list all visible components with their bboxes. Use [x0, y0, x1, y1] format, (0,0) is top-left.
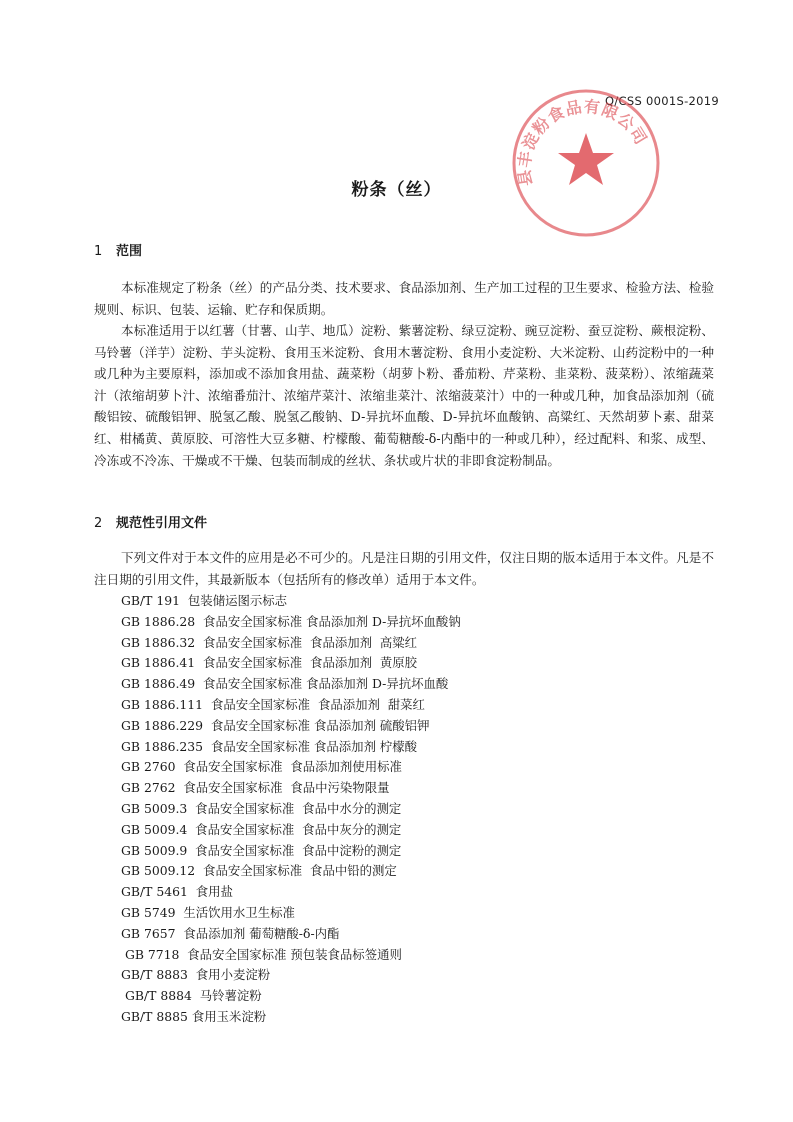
- scope-paragraph-1: 本标准规定了粉条（丝）的产品分类、技术要求、食品添加剂、生产加工过程的卫生要求、检验方法、检验规则、标识、包装、运输、贮存和保质期。: [94, 280, 714, 317]
- reference-item: GB 7657 食品添加剂 葡萄糖酸-δ-内酯: [121, 925, 340, 941]
- section-1-heading: [94, 240, 142, 259]
- section-2-heading: [94, 512, 207, 531]
- company-seal: [508, 85, 664, 241]
- reference-item: GB 7718 食品安全国家标准 预包装食品标签通则: [121, 946, 402, 962]
- reference-item: GB/T 5461 食用盐: [121, 884, 233, 900]
- reference-item: GB/T 191 包装储运图示标志: [121, 593, 288, 608]
- reference-item: GB 1886.41 食品安全国家标准 食品添加剂 黄原胶: [121, 655, 418, 671]
- reference-item: GB 5749 生活饮用水卫生标准: [121, 904, 295, 920]
- reference-item: GB 1886.32 食品安全国家标准 食品添加剂 高粱红: [121, 634, 418, 650]
- reference-item: GB 2760 食品安全国家标准 食品添加剂使用标准: [121, 759, 402, 775]
- reference-list: [121, 591, 681, 1028]
- reference-item: GB 5009.9 食品安全国家标准 食品中淀粉的测定: [121, 842, 402, 858]
- scope-paragraph-2: 本标准适用于以红薯（甘薯、山芋、地瓜）淀粉、紫薯淀粉、绿豆淀粉、豌豆淀粉、蚕豆淀粉、蕨根淀粉、马铃薯（洋芋）淀粉、芋头淀粉、食用玉米淀粉、食用木薯淀粉、食用小麦淀粉、大米淀粉、山药淀粉中的一种或几种为主要原料，添加或不添加食用盐、蔬菜粉（胡萝卜粉、番茄粉、芹菜粉、韭菜粉、菠菜粉）、浓缩蔬菜汁（浓缩胡萝卜汁、浓缩番茄汁、浓缩芹菜汁、浓缩韭菜汁、浓缩菠菜汁）中的一种或几种，加食品添加剂（硫酸铝铵、硫酸铝钾、脱氢乙酸、脱氢乙酸钠、D-异抗坏血酸、D-异抗坏血酸钠、高粱红、天然胡萝卜素、甜菜红、柑橘黄、黄原胶、可溶性大豆多糖、柠檬酸、葡萄糖酸-δ-内酯中的一种或几种），经过配料、和浆、成型、冷冻或不冷冻、干燥或不干燥、包装而制成的丝状、条状或片状的非即食淀粉制品。: [94, 323, 714, 468]
- reference-item: GB/T 8883 食用小麦淀粉: [121, 967, 271, 983]
- section-title: 范围: [116, 244, 143, 259]
- section-number: 1: [94, 244, 103, 259]
- reference-item: GB/T 8885 食用玉米淀粉: [121, 1008, 267, 1024]
- reference-item: GB/T 8884 马铃薯淀粉: [121, 988, 262, 1004]
- reference-item: GB 1886.229 食品安全国家标准 食品添加剂 硫酸铝钾: [121, 717, 430, 733]
- seal-text: 县丰淀粉食品有限公司: [514, 96, 651, 188]
- reference-item: GB 1886.235 食品安全国家标准 食品添加剂 柠檬酸: [121, 738, 418, 754]
- references-intro-paragraph: 下列文件对于本文件的应用是必不可少的。凡是注日期的引用文件，仅注日期的版本适用于本文件。凡是不注日期的引用文件，其最新版本（包括所有的修改单）适用于本文件。: [94, 550, 714, 587]
- reference-item: GB 5009.3 食品安全国家标准 食品中水分的测定: [121, 800, 402, 816]
- reference-item: GB 1886.111 食品安全国家标准 食品添加剂 甜菜红: [121, 696, 425, 712]
- reference-item: GB 2762 食品安全国家标准 食品中污染物限量: [121, 780, 390, 796]
- standard-code: Q/CSS 0001S-2019: [605, 94, 719, 108]
- document-title: 粉条（丝）: [351, 180, 442, 200]
- reference-item: GB 1886.49 食品安全国家标准 食品添加剂 D-异抗坏血酸: [121, 676, 449, 692]
- reference-item: GB 5009.4 食品安全国家标准 食品中灰分的测定: [121, 821, 402, 837]
- section-number: 2: [94, 516, 103, 531]
- reference-item: GB 1886.28 食品安全国家标准 食品添加剂 D-异抗坏血酸钠: [121, 613, 461, 629]
- reference-item: GB 5009.12 食品安全国家标准 食品中铅的测定: [121, 863, 397, 879]
- section-title: 规范性引用文件: [116, 516, 208, 531]
